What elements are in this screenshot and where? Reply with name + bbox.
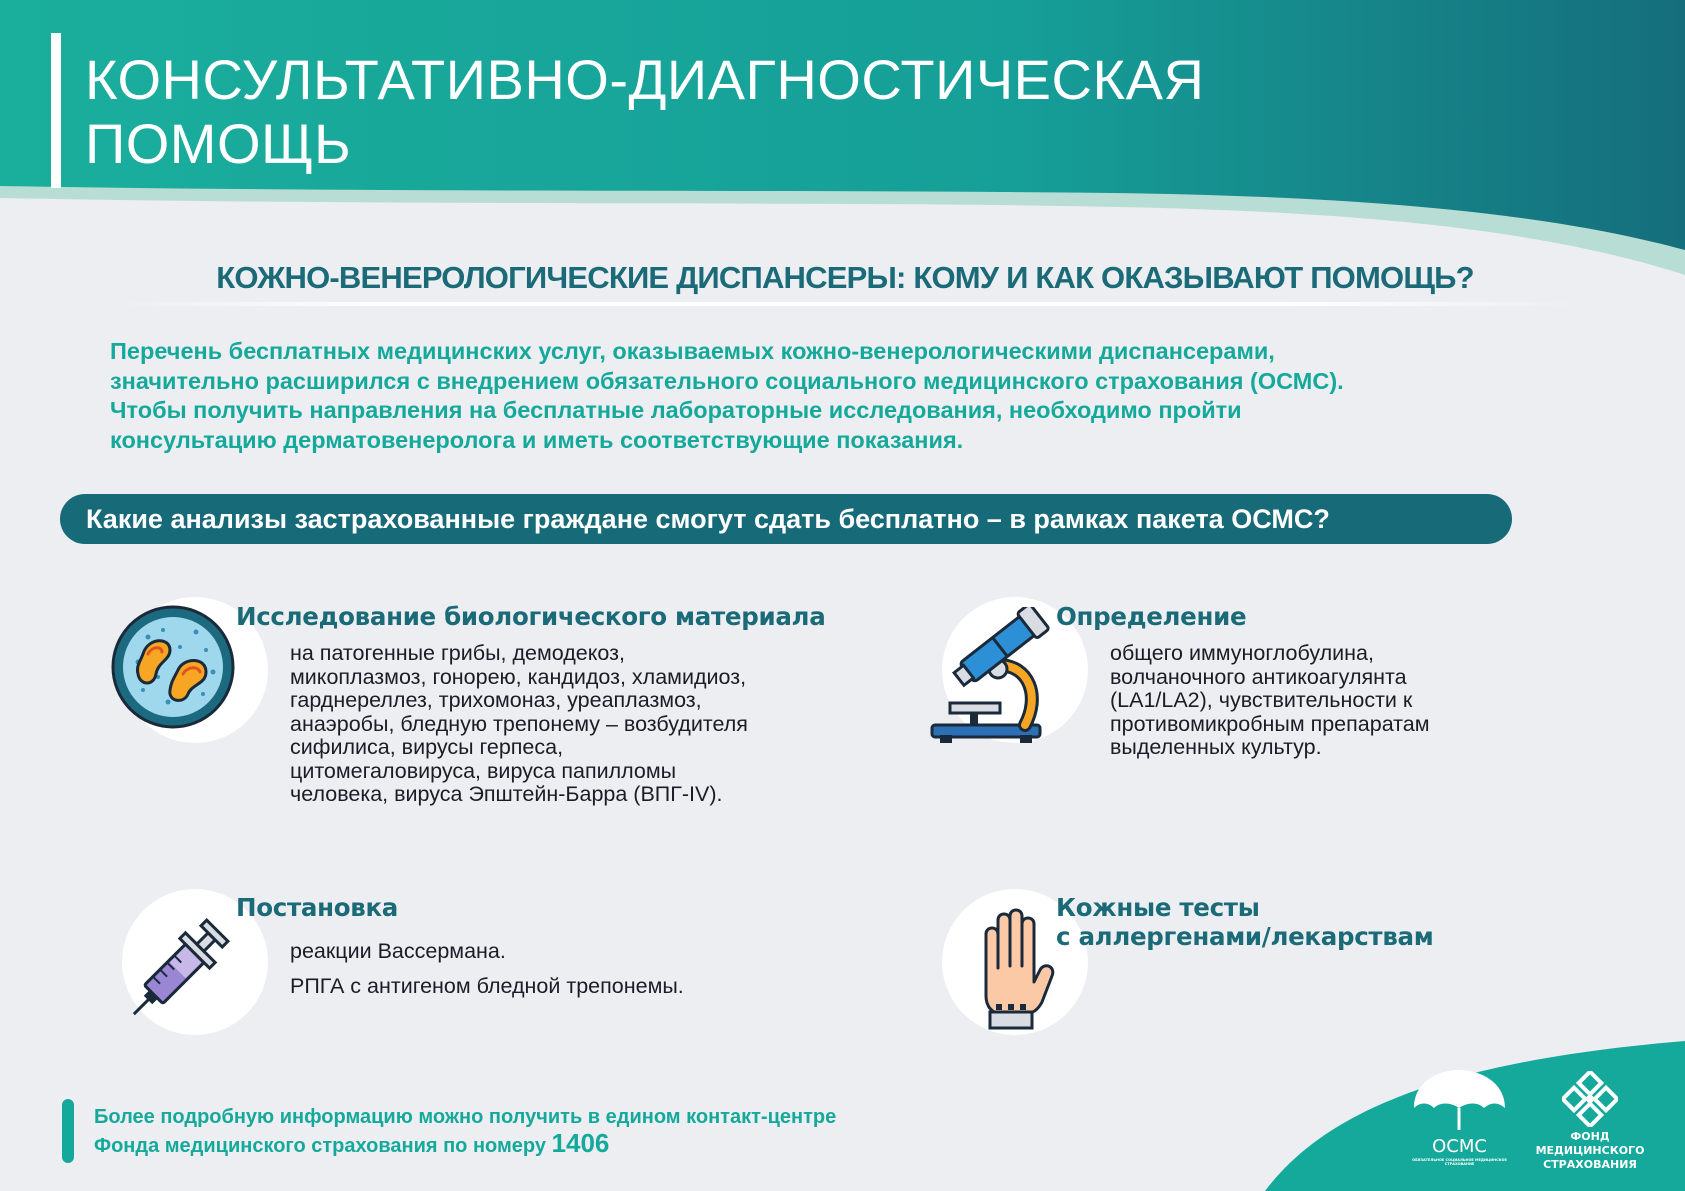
fund-logo-caption — [1530, 1130, 1650, 1172]
footer-line: Более подробную информацию можно получить в едином контакт-центре — [94, 1106, 837, 1128]
title-accent-bar — [51, 33, 61, 188]
item-text-line: реакции Вассермана. — [290, 939, 506, 963]
item-text-line: на патогенные грибы, демодекоз, — [290, 641, 625, 665]
syringe-icon — [112, 906, 242, 1036]
item-title-line: Определение — [1056, 602, 1247, 631]
item-title-skin-tests — [1056, 893, 1434, 951]
page-title — [85, 48, 1485, 176]
item-text-line: (LA1/LA2), чувствительности к — [1110, 688, 1413, 712]
footer-accent-bar — [62, 1099, 74, 1163]
intro-line: Чтобы получить направления на бесплатные лабораторные исследования, необходимо пройти — [110, 397, 1242, 423]
umbrella-logo-icon — [1412, 1068, 1507, 1138]
fund-logo-line: СТРАХОВАНИЯ — [1543, 1158, 1637, 1171]
item-text-line: человека, вируса Эпштейн-Барра (ВПГ-IV). — [290, 782, 723, 806]
item-title-setup — [236, 893, 398, 922]
intro-line: значительно расширился с внедрением обязательного социального медицинского страхования (ОСМС). — [110, 367, 1344, 394]
osms-logo-label: ОСМС — [1432, 1136, 1487, 1157]
osms-logo-subtitle: ОБЯЗАТЕЛЬНОЕ СОЦИАЛЬНОЕ МЕДИЦИНСКОЕ СТРАХОВАНИЕ — [1412, 1158, 1507, 1166]
item-text-line: анаэробы, бледную трепонему – возбудителя — [290, 711, 748, 736]
intro-line: консультацию дерматовенеролога и иметь соответствующие показания. — [110, 426, 964, 453]
item-text-setup — [290, 934, 684, 1004]
subtitle-divider — [110, 302, 1580, 306]
item-text-line: РПГА с антигеном бледной трепонемы. — [290, 974, 684, 998]
fund-logo-line: МЕДИЦИНСКОГО — [1535, 1144, 1645, 1157]
contact-phone-number: 1406 — [551, 1128, 610, 1158]
question-banner: Какие анализы застрахованные граждане смогут сдать бесплатно – в рамках пакета ОСМС? — [60, 494, 1512, 544]
item-text-line: гарднереллез, трихомоназ, уреаплазмоз, — [290, 688, 702, 712]
bacteria-icon — [108, 602, 238, 732]
item-title-determination — [1056, 602, 1246, 631]
section-subtitle: КОЖНО-ВЕНЕРОЛОГИЧЕСКИЕ ДИСПАНСЕРЫ: КОМУ И КАК ОКАЗЫВАЮТ ПОМОЩЬ? — [216, 260, 1474, 295]
microscope-icon — [930, 607, 1060, 747]
intro-paragraph — [110, 337, 1610, 455]
item-text-line: волчаночного антикоагулянта — [1110, 664, 1407, 689]
footer-line2-text: Фонда медицинского страхования по номеру — [94, 1135, 546, 1157]
item-text-line: цитомегаловируса, вируса папилломы — [290, 758, 677, 783]
item-title-line: Исследование биологического материала — [236, 602, 826, 631]
item-text-line: общего иммуноглобулина, — [1110, 641, 1374, 665]
item-text-biomaterial — [290, 642, 748, 807]
page-title-line1: КОНСУЛЬТАТИВНО-ДИАГНОСТИЧЕСКАЯ — [85, 48, 1205, 111]
fund-logo-line: ФОНД — [1570, 1130, 1610, 1143]
footer-contact-info — [94, 1104, 836, 1159]
item-title-line: Кожные тесты — [1056, 893, 1260, 922]
item-title-line: с аллергенами/лекарствам — [1056, 922, 1434, 951]
intro-line: Перечень бесплатных медицинских услуг, оказываемых кожно-венерологическими диспансерами, — [110, 338, 1275, 364]
fund-logo-icon — [1562, 1071, 1618, 1127]
item-text-line: выделенных культур. — [1110, 735, 1322, 759]
item-title-biomaterial — [236, 602, 825, 631]
page-title-line2: ПОМОЩЬ — [85, 112, 352, 175]
item-text-line: микоплазмоз, гонорею, кандидоз, хламидиоз, — [290, 664, 747, 689]
footer-line — [94, 1130, 836, 1159]
item-text-determination — [1110, 642, 1430, 760]
hand-icon — [966, 906, 1066, 1036]
item-title-line: Постановка — [236, 893, 399, 922]
item-text-line: сифилиса, вирусы герпеса, — [290, 735, 564, 759]
item-text-line: противомикробным препаратам — [1110, 711, 1430, 736]
